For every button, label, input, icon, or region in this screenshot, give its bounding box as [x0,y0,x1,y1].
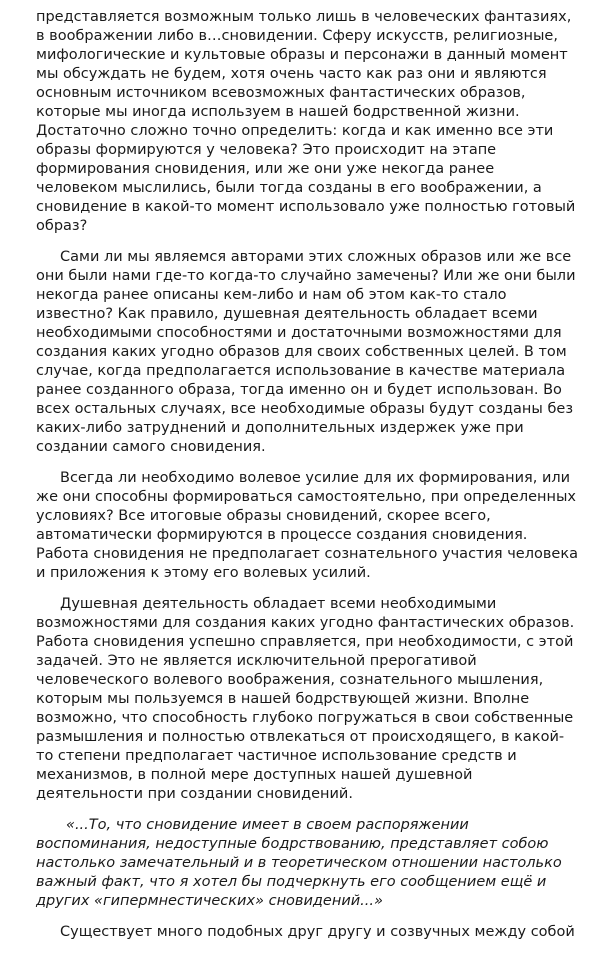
paragraph-2: Сами ли мы являемся авторами этих сложных образов или же все они были нами где-то когда-то случайно замечены? Или же они были некогда ранее описаны кем-либо и нам об этом как-то стало известно? Как правило, душевная деятельность обладает всеми необходимыми способностями и достаточными возможностями для создания каких угодно образов для своих собственных целей. В том случае, когда предполагается использование в качестве материала ранее созданного образа, тогда именно он и будет использован. Во всех остальных случаях, все необходимые образы будут созданы без каких-либо затруднений и дополнительных издержек уже при создании самого сновидения. [36,249,576,455]
italic-quote: «...То, что сновидение имеет в своем распоряжении воспоминания, недоступные бодрствованию, представляет собою настолько замечательный и в теоретическом отношении настолько важный факт, что я хотел бы подчеркнуть его сообщением ещё и других «гипермнестических» сновидений...» [36,817,562,909]
paragraph-4: Душевная деятельность обладает всеми необходимыми возможностями для создания каких угодно фантастических образов. Работа сновидения успешно справляется, при необходимости, с этой задачей. Это не является исключительной прерогативой человеческого волевого воображения, сознательного мышления, которым мы пользуемся в нашей бодрствующей жизни. Вполне возможно, что способность глубоко погружаться в свои собственные размышления и полностью отвлекаться от происходящего, в какой-то степени предполагает частичное использование средств и механизмов, в полной мере доступных нашей душевной деятельности при создании сновидений. [36,596,575,802]
paragraph-3: Всегда ли необходимо волевое усилие для их формирования, или же они способны формироваться самостоятельно, при определенных условиях? Все итоговые образы сновидений, скорее всего, автоматически формируются в процессе создания сновидения. Работа сновидения не предполагает сознательного участия человека и приложения к этому его волевых усилий. [36,470,578,581]
paragraph-1: представляется возможным только лишь в человеческих фантазиях, в воображении либо в…сновидении. Сферу искусств, религиозные, мифологические и культовые образы и персонажи в данный момент мы обсуждать не будем, хотя очень часто как раз они и являются основным источником всевозможных фантастических образов, которые мы иногда используем в нашей бодрственной жизни. Достаточно сложно точно определить: когда и как именно все эти образы формируются у человека? Это происходит на этапе формирования сновидения, или же они уже некогда ранее человеком мыслились, были тогда созданы в его воображении, а сновидение в какой-то момент использовало уже полностью готовый образ? [36,9,576,234]
paragraph-5: Существует много подобных друг другу и созвучных между собой [60,924,575,940]
document-page [36,8,580,954]
